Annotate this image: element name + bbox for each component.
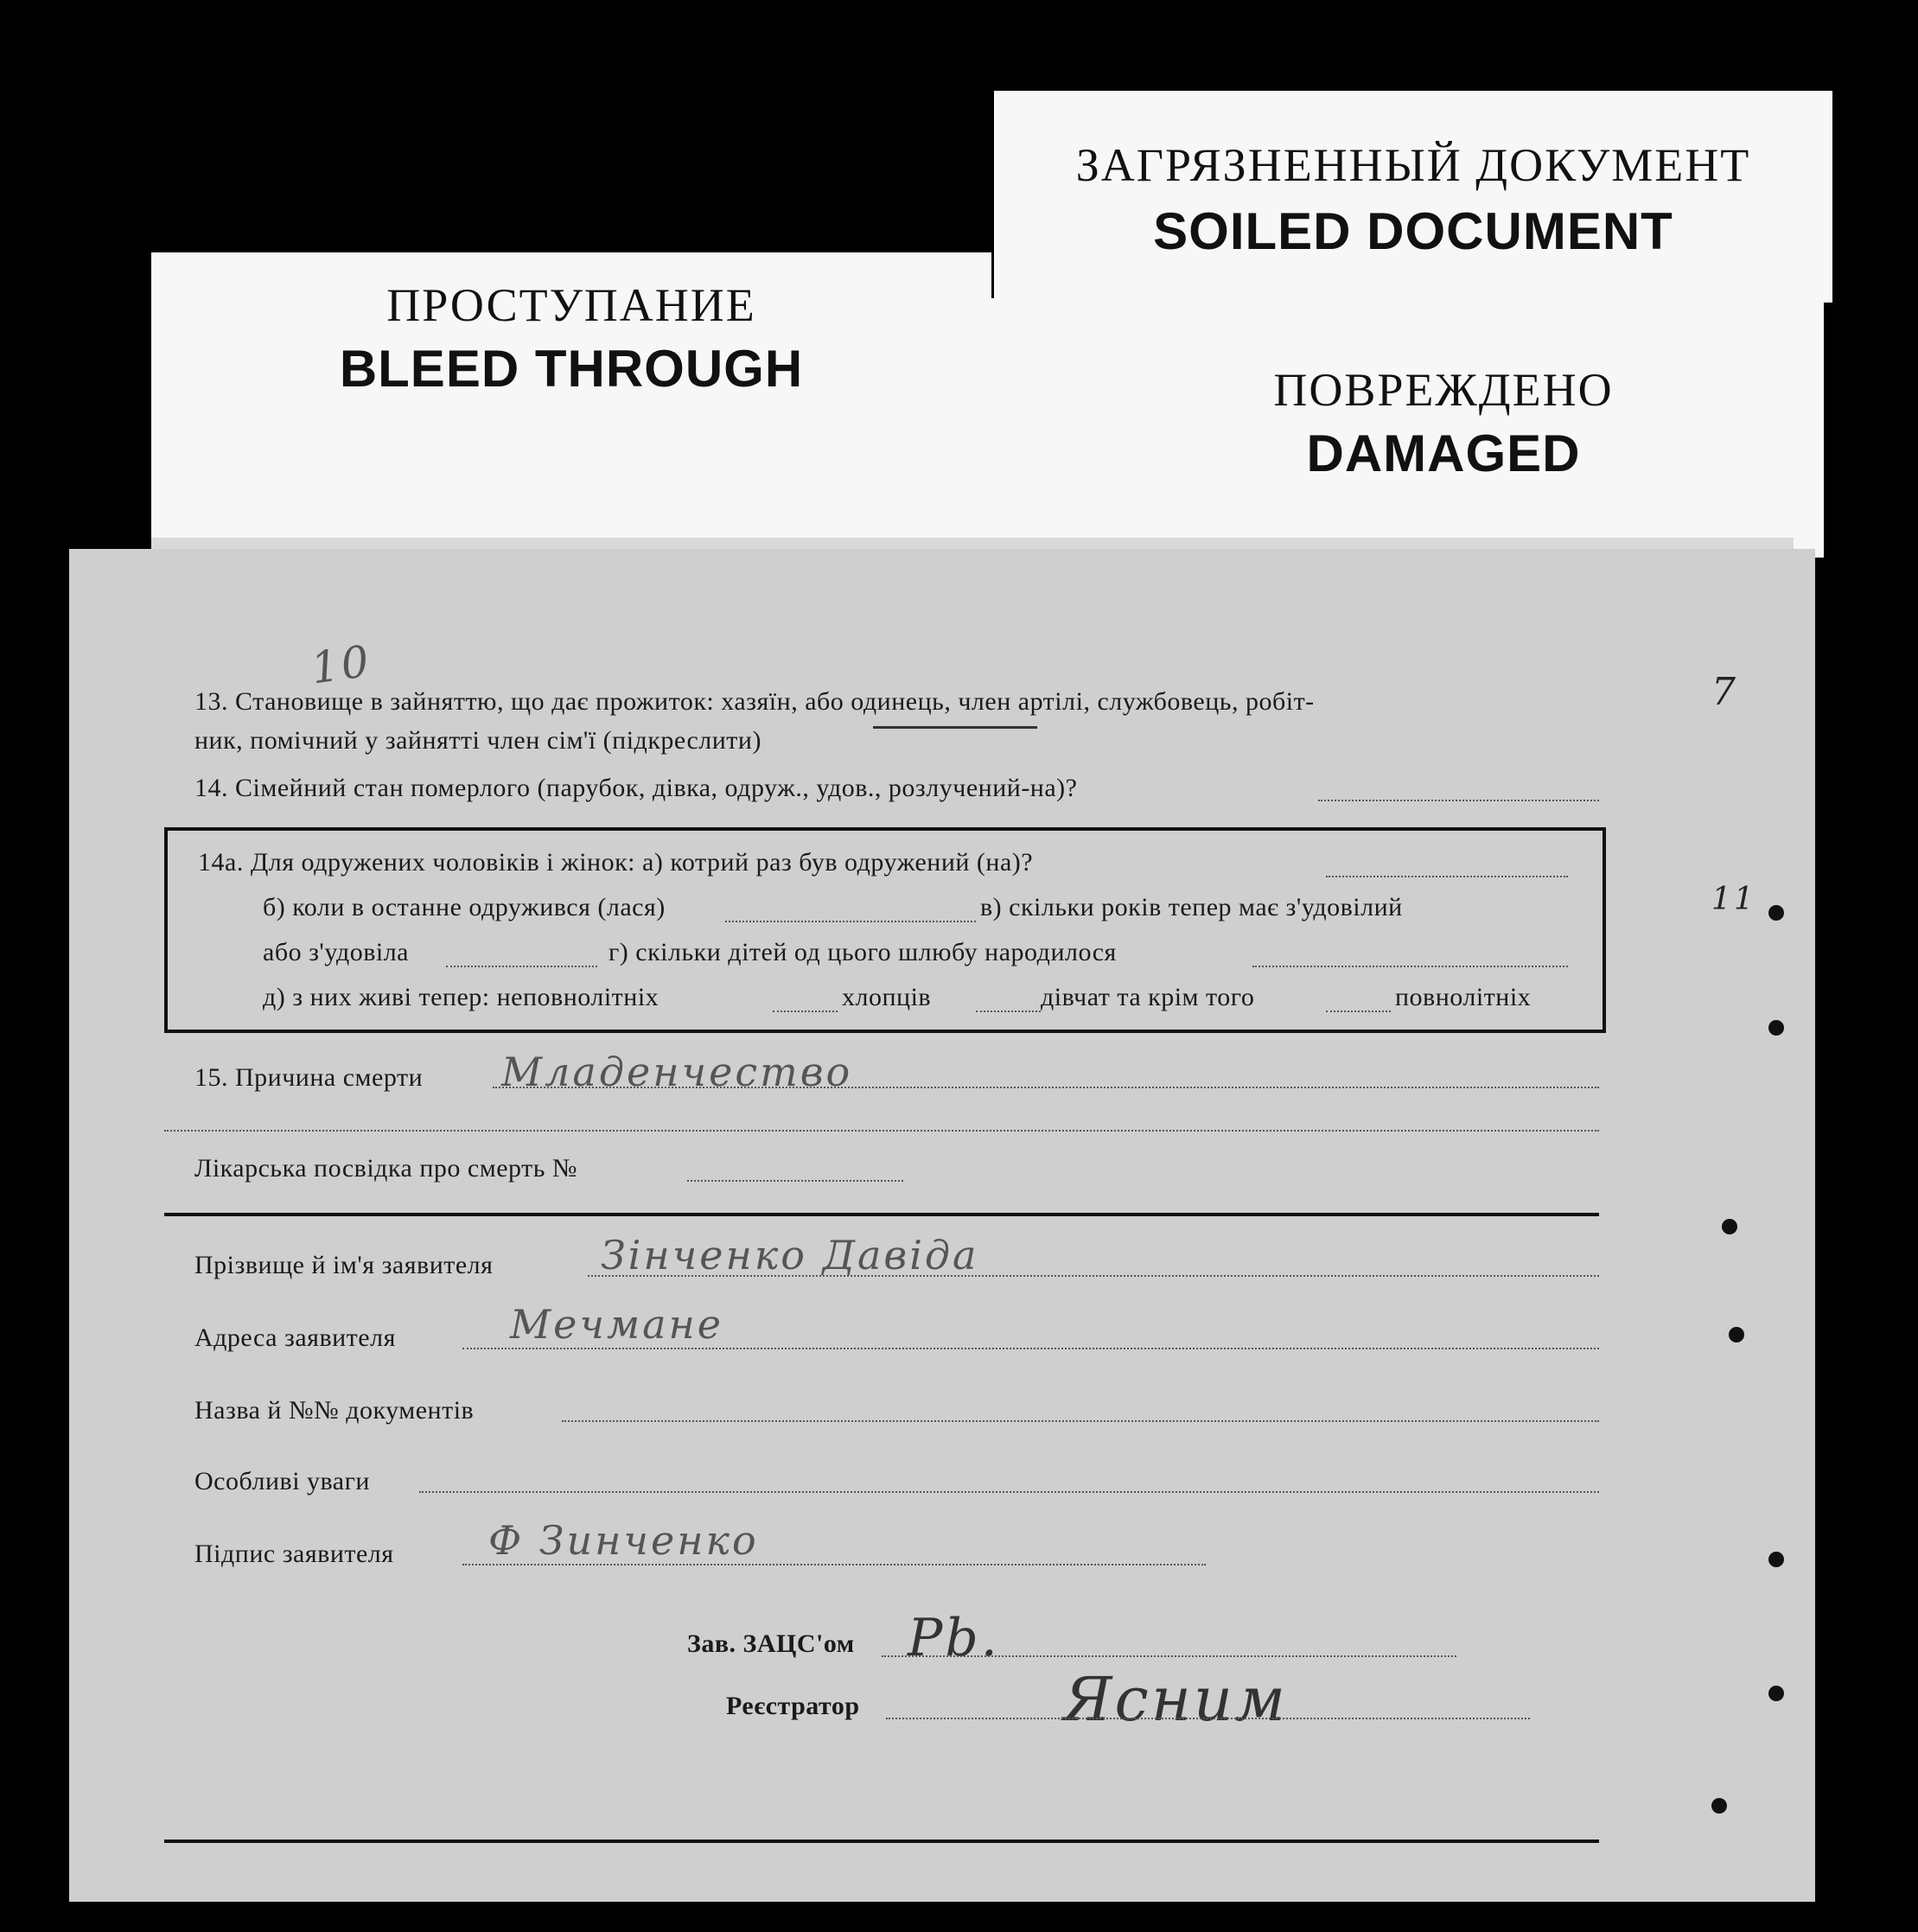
last-married-blank	[725, 921, 976, 922]
binding-hole	[1768, 1552, 1784, 1567]
boys-blank	[976, 1011, 1041, 1012]
margin-number: 10	[308, 635, 375, 694]
bleed-through-card	[151, 252, 991, 551]
adults-blank	[1326, 1011, 1391, 1012]
head-zags-blank	[882, 1655, 1456, 1657]
applicant-address-value: Мечмане	[510, 1301, 724, 1348]
damaged-label-ru: ПОВРЕЖДЕНО	[1273, 364, 1614, 416]
soiled-document-card	[994, 91, 1832, 303]
applicant-address-blank	[462, 1348, 1599, 1349]
item-14a-line-2a: б) коли в останне одружився (лася)	[263, 893, 666, 921]
cause-of-death-blank	[493, 1087, 1599, 1088]
binding-hole	[1768, 1020, 1784, 1036]
registrar-label: Реєстратор	[726, 1692, 860, 1720]
bleed-label-ru: ПРОСТУПАНИЕ	[386, 279, 756, 331]
item-14-blank	[1318, 800, 1599, 801]
binding-hole	[1722, 1219, 1737, 1234]
item-14a-boys: хлопців	[842, 983, 932, 1011]
bottom-rule	[164, 1840, 1599, 1843]
registrar-blank	[886, 1718, 1530, 1719]
item-14: 14. Сімейний стан померлого (парубок, дівка, одруж., удов., розлучений-на)?	[194, 774, 1078, 802]
widowed-years-blank	[446, 966, 597, 967]
item-14a-line-4: д) з них живі тепер: неповнолітніх	[263, 983, 660, 1011]
binding-hole	[1768, 1686, 1784, 1701]
applicant-address-label: Адреса заявителя	[194, 1323, 396, 1352]
applicant-signature-value: Ф Зинченко	[488, 1517, 759, 1564]
section-divider	[164, 1213, 1599, 1216]
item-15: 15. Причина смерти	[194, 1063, 424, 1092]
item-13-line-1: 13. Становище в зайняттю, що дає прожиток: хазяїн, або одинець, член артілі, службовець, робіт-	[194, 687, 1315, 716]
item-13-line-2: ник, помічний у зайнятті член сім'ї (підкреслити)	[194, 726, 761, 755]
item-14a-box	[164, 827, 1606, 1033]
item-14a-girls: дівчат та крім того	[1041, 983, 1255, 1011]
damaged-card	[985, 298, 1824, 558]
remarks-label: Особливі уваги	[194, 1467, 370, 1495]
margin-mark-2: 11	[1711, 882, 1756, 917]
certificate-number-blank	[687, 1180, 903, 1182]
cause-continuation-blank	[164, 1130, 1599, 1132]
cause-of-death-value: Младенчество	[501, 1049, 853, 1095]
applicant-name-label: Прізвище й ім'я заявителя	[194, 1251, 494, 1279]
remarks-blank	[419, 1491, 1599, 1493]
underline-mark	[873, 726, 1037, 729]
binding-hole	[1729, 1327, 1744, 1342]
paper-edge-strip	[151, 538, 1794, 550]
applicant-name-value: Зінченко Давіда	[601, 1232, 979, 1278]
children-born-blank	[1252, 966, 1568, 967]
binding-hole	[1768, 905, 1784, 921]
minors-blank	[773, 1011, 838, 1012]
item-14a-line-3b: г) скільки дітей од цього шлюбу народилося	[609, 938, 1117, 966]
head-signature: Рb.	[908, 1608, 1000, 1668]
bleed-label-en: BLEED THROUGH	[339, 340, 804, 398]
married-times-blank	[1326, 876, 1568, 877]
applicant-signature-blank	[462, 1564, 1206, 1565]
documents-blank	[562, 1420, 1599, 1422]
medical-certificate-label: Лікарська посвідка про смерть №	[194, 1154, 578, 1183]
item-14a-line-1: 14а. Для одружених чоловіків і жінок: а) котрий раз був одружений (на)?	[198, 848, 1034, 877]
head-zags-label: Зав. ЗАЦС'ом	[687, 1629, 855, 1658]
death-record-form	[69, 549, 1815, 1902]
item-14a-line-2b: в) скільки років тепер має з'удовілий	[980, 893, 1403, 921]
item-14a-line-3a: або з'удовіла	[263, 938, 409, 966]
binding-hole	[1711, 1798, 1727, 1814]
applicant-name-blank	[588, 1275, 1599, 1277]
item-14a-adults: повнолітніх	[1395, 983, 1532, 1011]
applicant-signature-label: Підпис заявителя	[194, 1540, 394, 1568]
documents-label: Назва й №№ документів	[194, 1396, 475, 1425]
soiled-label-en: SOILED DOCUMENT	[1153, 202, 1673, 260]
damaged-label-en: DAMAGED	[1306, 424, 1581, 482]
soiled-label-ru: ЗАГРЯЗНЕННЫЙ ДОКУМЕНТ	[1075, 139, 1751, 191]
margin-mark-1: 7	[1711, 670, 1738, 714]
registrar-signature: Ясним	[1063, 1664, 1288, 1735]
